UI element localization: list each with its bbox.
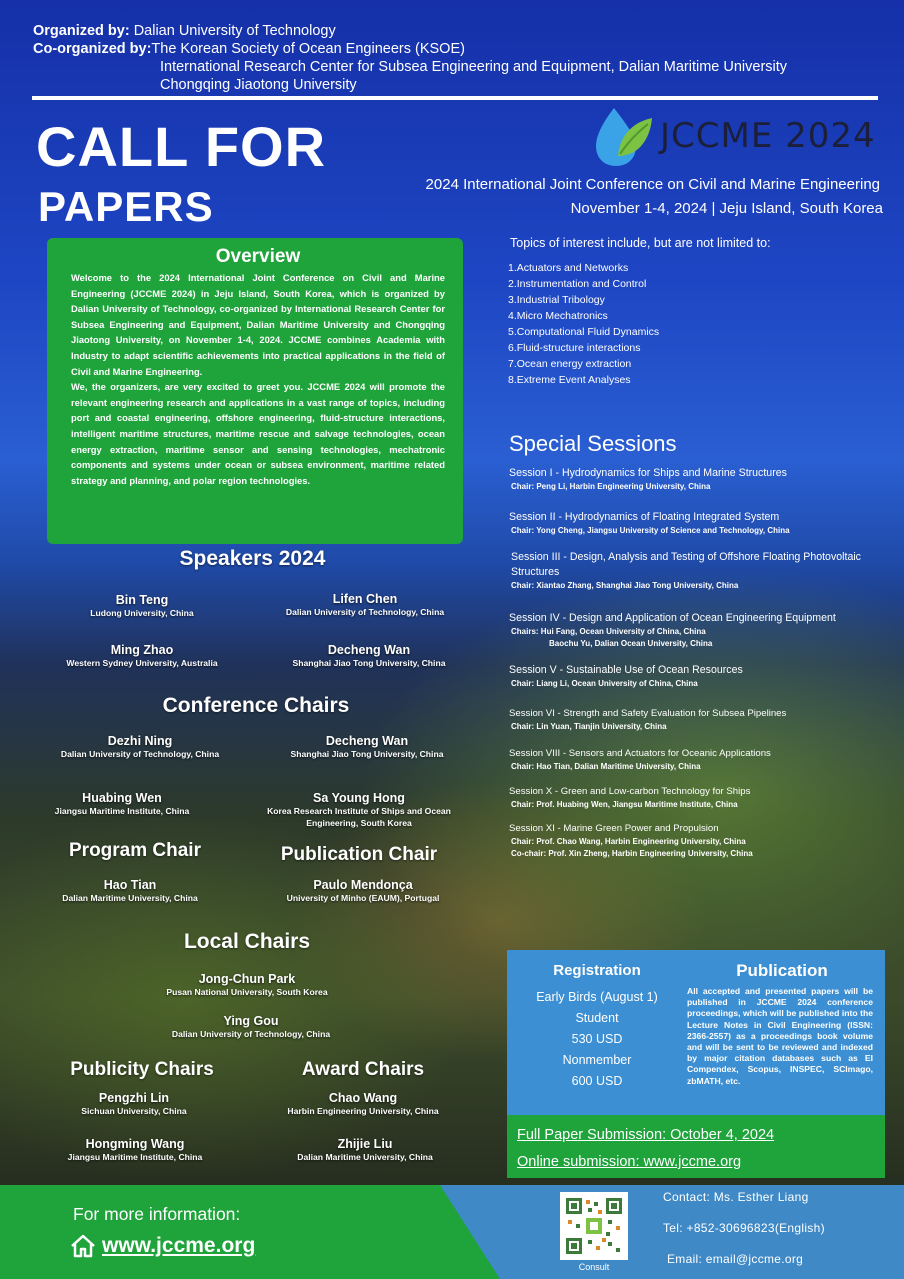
session-title: Session X - Green and Low-carbon Technology for Ships [509, 786, 751, 797]
person-affiliation: Western Sydney University, Australia [66, 658, 218, 668]
session-title: Session I - Hydrodynamics for Ships and Marine Structures [509, 467, 787, 479]
list-item: 4.Micro Mechatronics [508, 310, 608, 322]
overview-box [47, 238, 463, 544]
papers-title: PAPERS [38, 183, 214, 230]
publicity-chair [19, 1091, 249, 1117]
person-name: Bin Teng [115, 593, 169, 607]
program-chair-title: Program Chair [69, 840, 201, 861]
list-item: 6.Fluid-structure interactions [508, 342, 641, 354]
person-affiliation: Korea Research Institute of Ships and Ocean Engineering, South Korea [267, 806, 451, 828]
session-item [509, 821, 894, 860]
session-item [509, 611, 894, 650]
person-affiliation: Harbin Engineering University, China [287, 1106, 439, 1116]
website-link[interactable] [70, 1234, 255, 1258]
local-chairs-title: Local Chairs [183, 930, 311, 953]
award-chair [250, 1137, 480, 1163]
speaker [250, 592, 480, 618]
overview-paragraph-1: Welcome to the 2024 International Joint Conference on Civil and Marine Engineering (JCCME 2024) in Jeju Island, South Korea, which is organized by Dalian University of Technology, co-organized by International Research Center for Subsea Engineering and Equipment, Dalian Maritime University and Chongqing Jiaotong University, on November 1-4, 2024. JCCME combines Academia with Industry to adapt scientific achievements into practical applications in the field of Civil and Marine Engineering. [71, 272, 445, 377]
publication-title: Publication [736, 961, 828, 980]
session-title: Session III - Design, Analysis and Testing of Offshore Floating Photovoltaic Structures [511, 551, 861, 578]
session-chair: Chair: Lin Yuan, Tianjin University, China [511, 722, 667, 731]
person-name: Jong-Chun Park [198, 972, 296, 986]
person-affiliation: Dalian Maritime University, China [62, 893, 198, 903]
session-chair: Chair: Xiantao Zhang, Shanghai Jiao Tong University, China [511, 581, 739, 590]
program-chair [15, 878, 245, 904]
person-affiliation: University of Minho (EAUM), Portugal [286, 893, 440, 903]
session-item [509, 550, 879, 592]
list-item: 5.Computational Fluid Dynamics [508, 326, 660, 338]
person-name: Sa Young Hong [313, 791, 405, 805]
local-chair [136, 1014, 366, 1040]
publication-chair [248, 878, 478, 904]
session-item [509, 466, 894, 493]
session-chair: Baochu Yu, Dalian Ocean University, China [549, 639, 713, 648]
conference-chair [252, 734, 482, 760]
person-affiliation: Jiangsu Maritime Institute, China [54, 806, 190, 816]
person-name: Lifen Chen [332, 592, 398, 606]
session-chair: Chair: Hao Tian, Dalian Maritime University, China [511, 762, 701, 771]
publication-text: All accepted and presented papers will be published in JCCME 2024 conference proceedings, which will be published into the Lecture Notes in Civil Engineering (ISSN: 2366-2557) as a proceedings book volume and will be sent to be reviewed and indexed by major citation databases such as EI Compendex, Scopus, INSPEC, SCImago, zbMATH, etc. [687, 986, 873, 1086]
person-name: Hao Tian [103, 878, 157, 892]
list-item: 8.Extreme Event Analyses [508, 374, 631, 386]
list-item: 1.Actuators and Networks [508, 262, 629, 274]
person-name: Decheng Wan [325, 734, 409, 748]
more-info-label: For more information: [73, 1204, 241, 1224]
person-affiliation: Dalian University of Technology, China [171, 1029, 331, 1039]
publication-chair-title: Publication Chair [280, 844, 438, 865]
qr-code-icon [564, 1196, 624, 1256]
person-affiliation: Sichuan University, China [81, 1106, 187, 1116]
person-name: Dezhi Ning [107, 734, 173, 748]
list-item: 3.Industrial Tribology [508, 294, 605, 306]
session-chair: Chair: Prof. Chao Wang, Harbin Engineering University, China [511, 837, 746, 846]
overview-paragraph-2: We, the organizers, are very excited to greet you. JCCME 2024 will promote the relevant engineering research and applications in a vast range of topics, including port and coastal engineering, offshore engineering, fluid-structure interactions, intelligent maritime structures, maritime rescue and salvage technologies, ocean energy extraction, maritime sensor and sensing technologies, mechatronic components and systems under ocean or subsea environment, maritime related strategy and planning, and polar region technologies. [71, 381, 445, 486]
conference-name: 2024 International Joint Conference on Civil and Marine Engineering [425, 176, 880, 193]
contact-tel: Tel: +852-30696823(English) [663, 1221, 825, 1235]
registration-line: 530 USD [571, 1032, 623, 1046]
person-name: Decheng Wan [327, 643, 411, 657]
special-sessions-title: Special Sessions [509, 431, 677, 456]
person-name: Ming Zhao [110, 643, 174, 657]
coorganizer-3: Chongqing Jiaotong University [160, 77, 357, 93]
session-cochair: Co-chair: Prof. Xin Zheng, Harbin Engineering University, China [511, 849, 753, 858]
coorganizer-2: International Research Center for Subsea Engineering and Equipment, Dalian Maritime University [160, 59, 788, 75]
person-affiliation: Dalian University of Technology, China [285, 607, 445, 617]
person-affiliation: Shanghai Jiao Tong University, China [292, 658, 446, 668]
header-divider [32, 96, 878, 100]
person-affiliation: Ludong University, China [90, 608, 194, 618]
organized-by-label: Organized by: [33, 23, 130, 39]
registration-column [507, 950, 687, 1092]
person-affiliation: Pusan National University, South Korea [166, 987, 328, 997]
session-item [509, 706, 894, 733]
local-chair [132, 972, 362, 998]
logo-text: JCCME 2024 [660, 116, 876, 156]
topics-list [508, 260, 659, 388]
organized-by-value: Dalian University of Technology [133, 23, 336, 39]
jccme-logo [592, 104, 876, 168]
qr-code[interactable] [560, 1192, 628, 1260]
session-chair: Chair: Liang Li, Ocean University of China, China [511, 679, 698, 688]
person-name: Huabing Wen [82, 791, 162, 805]
person-name: Zhijie Liu [337, 1137, 393, 1151]
speaker [254, 643, 484, 669]
person-name: Paulo Mendonça [313, 878, 413, 892]
organizers-block [33, 22, 787, 94]
session-title: Session VI - Strength and Safety Evaluation for Subsea Pipelines [509, 708, 787, 719]
footer-info-panel [0, 1185, 500, 1279]
qr-label: Consult [578, 1262, 610, 1272]
water-drop-leaf-icon [592, 104, 654, 168]
registration-line: Nonmember [562, 1053, 632, 1067]
list-item: 7.Ocean energy extraction [508, 358, 632, 370]
session-item [509, 784, 894, 811]
session-item [509, 663, 894, 690]
person-name: Chao Wang [328, 1091, 398, 1105]
speaker [27, 643, 257, 669]
conference-chair [25, 734, 255, 760]
person-affiliation: Shanghai Jiao Tong University, China [290, 749, 444, 759]
session-item [509, 510, 894, 537]
speakers-title: Speakers 2024 [179, 547, 326, 570]
call-for-title: CALL FOR [36, 115, 327, 178]
home-icon [70, 1234, 96, 1258]
person-affiliation: Dalian Maritime University, China [297, 1152, 433, 1162]
session-title: Session IV - Design and Application of Ocean Engineering Equipment [509, 612, 836, 624]
contact-email[interactable]: Email: email@jccme.org [667, 1252, 804, 1266]
coorganized-by-label: Co-organized by: [33, 41, 152, 57]
session-title: Session V - Sustainable Use of Ocean Resources [509, 664, 743, 676]
award-chairs-title: Award Chairs [301, 1059, 425, 1080]
publication-column [687, 950, 877, 1087]
session-title: Session XI - Marine Green Power and Propulsion [509, 823, 719, 834]
session-chair: Chair: Yong Cheng, Jiangsu University of Science and Technology, China [511, 526, 790, 535]
person-name: Ying Gou [223, 1014, 279, 1028]
conference-chair [7, 791, 237, 817]
award-chair [248, 1091, 478, 1117]
list-item: 2.Instrumentation and Control [508, 278, 647, 290]
speaker [27, 593, 257, 619]
registration-line: Student [575, 1011, 619, 1025]
person-name: Pengzhi Lin [98, 1091, 170, 1105]
session-title: Session II - Hydrodynamics of Floating Integrated System [509, 511, 780, 523]
person-name: Hongming Wang [85, 1137, 185, 1151]
registration-line: 600 USD [571, 1074, 623, 1088]
overview-title: Overview [215, 246, 301, 267]
online-submission-link[interactable]: Online submission: www.jccme.org [517, 1154, 742, 1170]
registration-line: Early Birds (August 1) [536, 990, 658, 1004]
registration-publication-box [507, 950, 885, 1115]
publicity-chair [20, 1137, 250, 1163]
submission-box [507, 1115, 885, 1178]
conference-date-place: November 1-4, 2024 | Jeju Island, South Korea [570, 200, 883, 217]
person-affiliation: Dalian University of Technology, China [60, 749, 220, 759]
conference-chairs-title: Conference Chairs [162, 694, 350, 717]
publicity-chairs-title: Publicity Chairs [70, 1059, 214, 1080]
session-chair: Chairs: Hui Fang, Ocean University of China, China [511, 627, 706, 636]
session-title: Session VIII - Sensors and Actuators for Oceanic Applications [509, 748, 771, 759]
session-chair: Chair: Prof. Huabing Wen, Jiangsu Maritime Institute, China [511, 800, 738, 809]
session-chair: Chair: Peng Li, Harbin Engineering University, China [511, 482, 711, 491]
coorganizer-1: The Korean Society of Ocean Engineers (KSOE) [151, 41, 465, 57]
website-text[interactable]: www.jccme.org [102, 1234, 256, 1257]
conference-chair [244, 791, 474, 829]
person-affiliation: Jiangsu Maritime Institute, China [67, 1152, 203, 1162]
registration-title: Registration [553, 962, 641, 979]
session-item [509, 746, 894, 773]
submission-deadline: Full Paper Submission: October 4, 2024 [517, 1127, 775, 1143]
contact-name: Contact: Ms. Esther Liang [663, 1190, 809, 1204]
topics-intro: Topics of interest include, but are not limited to: [510, 236, 771, 250]
